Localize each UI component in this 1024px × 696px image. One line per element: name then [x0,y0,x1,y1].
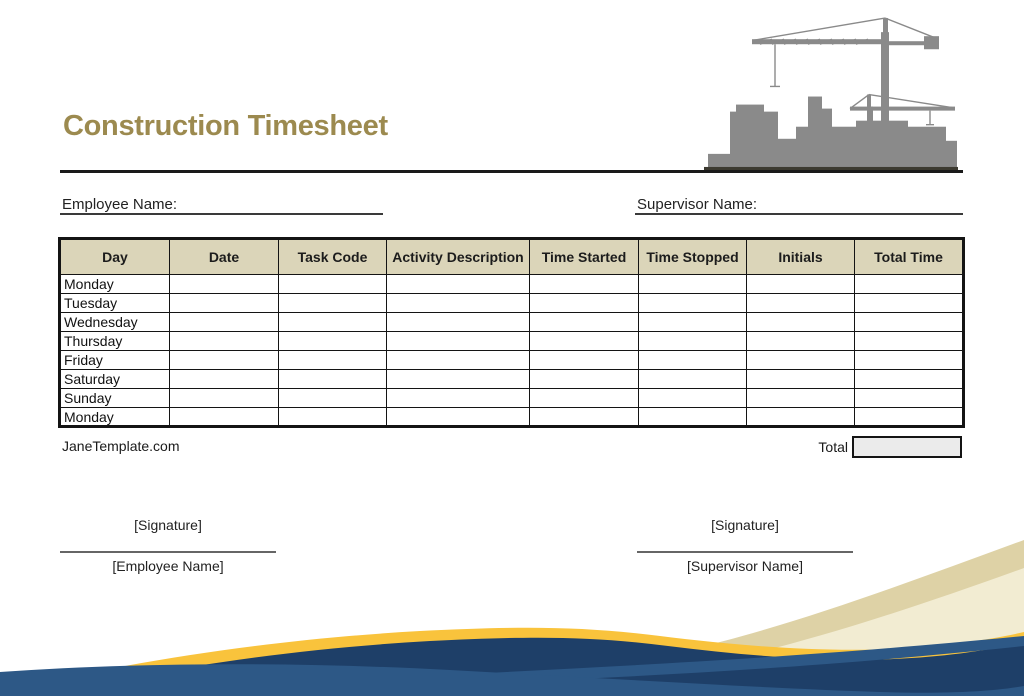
entry-cell[interactable] [387,370,530,389]
total-time-box[interactable] [852,436,962,458]
table-row [60,332,964,351]
entry-cell[interactable] [747,294,855,313]
day-label: Tuesday [60,294,170,313]
entry-cell[interactable] [387,408,530,427]
entry-cell[interactable] [639,408,747,427]
entry-cell[interactable] [279,294,387,313]
entry-cell[interactable] [170,294,279,313]
entry-cell[interactable] [170,389,279,408]
entry-cell[interactable] [855,294,964,313]
day-label: Friday [60,351,170,370]
entry-cell[interactable] [855,332,964,351]
column-header: Time Started [530,239,639,275]
column-header: Time Stopped [639,239,747,275]
entry-cell[interactable] [387,313,530,332]
entry-cell[interactable] [747,313,855,332]
entry-cell[interactable] [639,275,747,294]
table-row [60,313,964,332]
total-label: Total [818,439,848,455]
entry-cell[interactable] [279,275,387,294]
entry-cell[interactable] [855,389,964,408]
table-row [60,294,964,313]
site-credit: JaneTemplate.com [62,438,180,454]
entry-cell[interactable] [279,370,387,389]
entry-cell[interactable] [639,389,747,408]
entry-cell[interactable] [170,313,279,332]
table-row [60,275,964,294]
employee-signature-name: [Employee Name] [112,558,224,574]
entry-cell[interactable] [639,332,747,351]
entry-cell[interactable] [170,370,279,389]
employee-name-field[interactable] [60,213,383,215]
page-title: Construction Timesheet [63,110,388,142]
entry-cell[interactable] [747,351,855,370]
table-row [60,351,964,370]
entry-cell[interactable] [855,275,964,294]
construction-site-icon [700,8,962,174]
entry-cell[interactable] [530,370,639,389]
column-header: Total Time [855,239,964,275]
day-label: Monday [60,408,170,427]
table-row [60,408,964,427]
day-label: Wednesday [60,313,170,332]
day-label: Saturday [60,370,170,389]
entry-cell[interactable] [747,332,855,351]
entry-cell[interactable] [639,351,747,370]
entry-cell[interactable] [387,389,530,408]
entry-cell[interactable] [279,389,387,408]
column-header: Initials [747,239,855,275]
entry-cell[interactable] [279,351,387,370]
entry-cell[interactable] [639,313,747,332]
entry-cell[interactable] [530,294,639,313]
entry-cell[interactable] [387,351,530,370]
entry-cell[interactable] [170,332,279,351]
entry-cell[interactable] [530,389,639,408]
entry-cell[interactable] [747,408,855,427]
column-header: Activity Description [387,239,530,275]
table-header-row [60,239,964,275]
timesheet-table [58,237,965,428]
entry-cell[interactable] [170,351,279,370]
column-header: Task Code [279,239,387,275]
supervisor-name-label: Supervisor Name: [637,196,758,213]
timesheet-body [60,275,964,427]
day-label: Thursday [60,332,170,351]
column-header: Date [170,239,279,275]
table-row [60,370,964,389]
column-header: Day [60,239,170,275]
table-row [60,389,964,408]
entry-cell[interactable] [279,408,387,427]
day-label: Sunday [60,389,170,408]
entry-cell[interactable] [855,408,964,427]
entry-cell[interactable] [530,351,639,370]
entry-cell[interactable] [855,313,964,332]
employee-name-label: Employee Name: [62,196,178,213]
entry-cell[interactable] [747,370,855,389]
entry-cell[interactable] [747,275,855,294]
entry-cell[interactable] [279,313,387,332]
decorative-waves [0,516,1024,696]
entry-cell[interactable] [530,275,639,294]
entry-cell[interactable] [639,370,747,389]
entry-cell[interactable] [170,408,279,427]
entry-cell[interactable] [747,389,855,408]
header-divider [60,170,963,173]
supervisor-signature-placeholder[interactable]: [Signature] [711,517,779,533]
entry-cell[interactable] [855,370,964,389]
day-label: Monday [60,275,170,294]
entry-cell[interactable] [387,332,530,351]
entry-cell[interactable] [530,313,639,332]
entry-cell[interactable] [530,332,639,351]
entry-cell[interactable] [639,294,747,313]
employee-signature-placeholder[interactable]: [Signature] [134,517,202,533]
entry-cell[interactable] [170,275,279,294]
supervisor-name-field[interactable] [635,213,963,215]
entry-cell[interactable] [279,332,387,351]
entry-cell[interactable] [855,351,964,370]
entry-cell[interactable] [387,294,530,313]
supervisor-signature-name: [Supervisor Name] [687,558,803,574]
entry-cell[interactable] [530,408,639,427]
entry-cell[interactable] [387,275,530,294]
